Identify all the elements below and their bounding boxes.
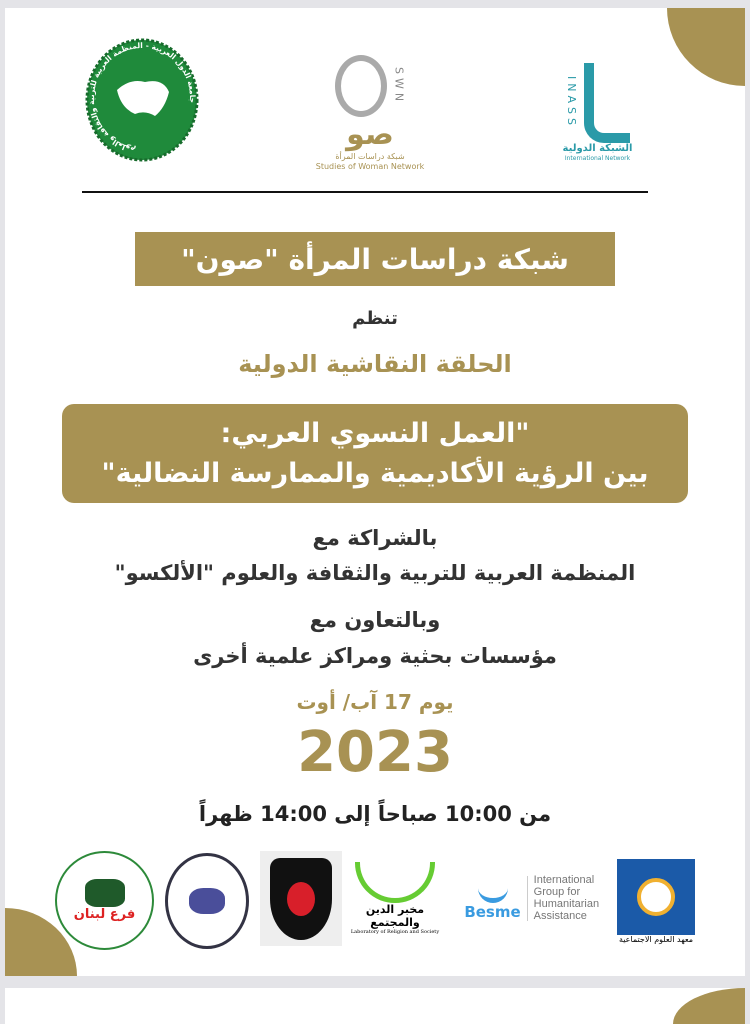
alecso-ring-text: جامعة الدول العربية - المنظمة العربية للتربية والثقافة والعلوم — [87, 40, 198, 155]
cooperation-label: وبالتعاون مع — [309, 608, 441, 632]
event-date: يوم 17 آب/ أوت — [296, 690, 454, 714]
social-sciences-institute-logo: معهد العلوم الاجتماعية — [615, 851, 697, 951]
topic-line-2: بين الرؤية الأكاديمية والممارسة النضالية" — [101, 457, 649, 489]
decor-corner — [667, 8, 745, 86]
alecso-seal — [85, 38, 199, 163]
sociology-association-logo — [165, 853, 249, 949]
lebanon-branch-logo: فرع لبنان — [55, 851, 154, 950]
organizes-text: تنظم — [352, 308, 398, 329]
title-banner — [135, 232, 615, 286]
decor-corner — [673, 988, 745, 1024]
shield-logo — [260, 851, 342, 946]
swn-logo: SWN صو شبكة دراسات المرأة Studies of Woman Network — [295, 46, 445, 181]
event-year: 2023 — [297, 720, 453, 785]
partner-name: المنظمة العربية للتربية والثقافة والعلوم "الألكسو" — [114, 561, 636, 585]
religion-society-lab-logo: مخبر الدين والمجتمع Laboratory of Religion and Society — [350, 858, 440, 938]
event-time: من 10:00 صباحاً إلى 14:00 ظهراً — [198, 802, 552, 826]
alecso-logo — [85, 38, 199, 163]
poster — [5, 8, 745, 976]
cooperators: مؤسسات بحثية ومراكز علمية أخرى — [193, 644, 557, 668]
page-title: شبكة دراسات المرأة "صون" — [181, 242, 569, 276]
topic-banner — [62, 404, 688, 503]
inass-logo: INASS الشبكة الدولية International Network — [550, 48, 645, 178]
divider — [82, 191, 648, 193]
event-type: الحلقة النقاشية الدولية — [238, 350, 512, 378]
topic-line-1: "العمل النسوي العربي: — [220, 417, 530, 449]
besme-logo: Besme International Group for Humanitarian Assistance — [464, 874, 600, 922]
partnership-label: بالشراكة مع — [312, 526, 438, 550]
next-page — [5, 988, 745, 1024]
